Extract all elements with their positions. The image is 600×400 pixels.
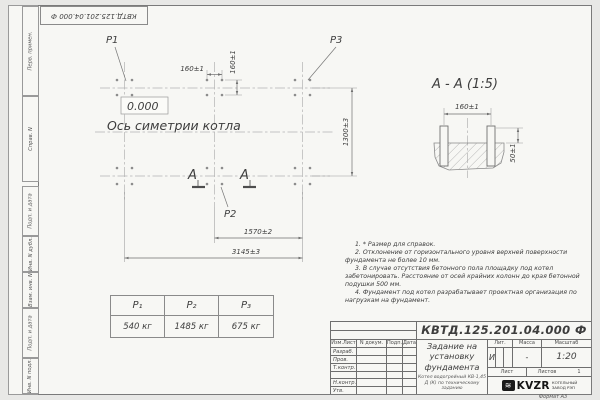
load-table-header-p3: Р₃ [219,296,273,316]
role-utv: Утв. [333,387,344,394]
note-2: 2. Отклонение от горизонтального уровня верхней поверхности фундамента не более 10 мм. [345,249,568,265]
section-letter-right: А [240,168,249,183]
scale-value: 1:20 [556,352,577,362]
load-table-value-p3: 675 кг [231,321,261,332]
side-label-perv-primen: Перв. примен. [22,6,39,96]
note-1: 1. * Размер для справок. [355,241,436,248]
mass-value: - [525,352,529,362]
plan-centerlines [95,62,468,207]
zero-level-value: 0.000 [127,100,159,113]
role-tkontr: Т.контр. [333,364,356,371]
load-point-p1-label: P1 [106,35,119,46]
side-label-inv-podl: Инв. N подл. [22,358,39,394]
title-block-subtitle: Котел водогрейный КВ-1,45 Д (К) по техническому заданию [418,374,486,392]
top-rotated-doc-number-stamp: КВТД.125.201.04.000 Ф [40,6,148,25]
title-block-title: Задание на установку фундамента [424,340,480,372]
note-4: 4. Фундамент под котел разрабатывает проектная организация по нагрузкам на фундамент. [345,289,577,305]
kvzr-wave-icon: ≋ [502,380,515,391]
load-table-header-p1: Р₁ [111,296,165,316]
title-block-doc-number: КВТД.125.201.04.000 Ф [421,323,587,337]
dim-160-horizontal: 160±1 [180,65,204,73]
section-view-title: А - А (1:5) [432,77,498,92]
role-razrab: Разраб. [333,348,354,355]
kvzr-logo-subtitle [552,381,578,390]
list-label: Лист [500,368,514,375]
lit-value: И [489,352,495,362]
load-table-header-p2: Р₂ [165,296,219,316]
side-label-podp-data-2: Подп. и дата [22,308,39,358]
lit-label: Лит. [494,340,506,346]
load-point-p3-label: P3 [330,35,343,46]
kvzr-logo-text: KVZR [516,379,550,392]
load-point-p2-label: P2 [224,209,237,220]
kvzr-logo-subtitle-line2: ЗАВОД РЭП [551,384,575,390]
kvzr-logo-subtitle-line1: КОТЕЛЬНЫЙ [551,380,578,386]
load-table-value-p1: 540 кг [111,316,165,337]
side-label-vzam-inv: Взам. инв. N [22,272,39,308]
section-letter-left: А [188,168,197,183]
load-table-value-p2: 1485 кг [165,316,219,337]
rev-col-n-dokum: N докум. [359,340,384,346]
role-nkontr: Н.контр. [333,379,357,386]
dim-3145: 3145±3 [231,248,261,256]
rev-col-podp: Подп. [386,340,403,346]
scale-label: Масштаб [554,340,579,346]
dim-1300: 1300±3 [342,117,350,147]
technical-notes [345,241,589,306]
section-dim-160: 160±1 [455,103,479,111]
anchor-bolt-left [440,126,448,166]
company-logo [488,377,591,394]
boiler-symmetry-axis-label: Ось симетрии котла [107,118,241,133]
mass-label: Масса [519,340,535,346]
anchor-bolt-right [487,126,495,166]
load-table [110,295,274,338]
rev-col-izm-list: Изм.Лист [331,340,356,346]
rev-col-data: Дата [403,340,416,346]
side-label-sprav-n: Справ. N [22,96,39,182]
note-3: 3. В случае отсутствия бетонного пола площадку под котел забетонировать. Расстояние от осей крайних колонн до края бетонной подушки 500 мм. [345,265,580,289]
role-prov: Пров. [333,356,349,363]
dim-160-vertical: 160±1 [229,50,237,74]
sheet-format-label: Формат А3 [538,394,568,400]
listov-label: Листов [537,368,557,375]
listov-value: 1 [577,368,581,375]
section-dim-50: 50±1 [509,143,517,163]
dim-1570: 1570±2 [243,228,273,236]
side-label-podp-data-1: Подп. и дата [22,186,39,236]
side-label-inv-dubl: Инв. N дубл. [22,236,39,272]
